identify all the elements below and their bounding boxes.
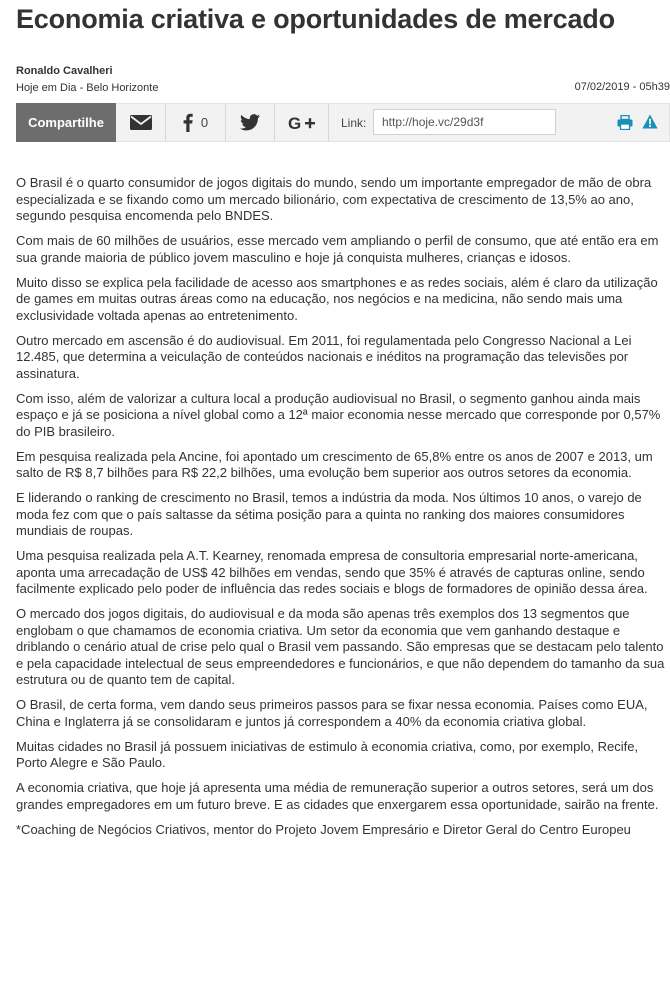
article-paragraph: E liderando o ranking de crescimento no Brasil, temos a indústria da moda. Nos últimos 10 anos, o varejo de moda fez com que o país saltasse da sétima posição para a quinta no ranking dos maiores consumidores mundiais de roupas. [16,490,642,538]
alert-icon[interactable] [642,114,658,129]
print-icon[interactable] [617,115,633,130]
article-paragraph: Em pesquisa realizada pela Ancine, foi apontado um crescimento de 65,8% entre os anos de 2007 e 2013, um salto de R$ 8,7 bilhões para R$ 22,2 bilhões, uma evolução bem superior aos outros setores da economia. [16,448,653,480]
short-link-input[interactable] [373,109,556,135]
article-paragraph: O Brasil, de certa forma, vem dando seus primeiros passos para se fixar nessa economia. Países como EUA, China e Inglaterra já se consolidaram e juntos já correspondem a 40% da economia criativa global. [16,697,648,729]
article-source: Hoje em Dia - Belo Horizonte [16,82,159,94]
article-paragraph: Uma pesquisa realizada pela A.T. Kearney, renomada empresa de consultoria empresarial norte-americana, aponta uma arrecadação de US$ 42 bilhões em vendas, sendo que 35% é através de capturas online, sendo facilmente explicado pelo poder de influência das redes sociais e blogs de formadores de opinião dessa área. [16,548,648,596]
article-paragraph: Muito disso se explica pela facilidade de acesso aos smartphones e as redes sociais, além é claro da utilização de games em muitas outras áreas como na educação, nos negócios e na medicina, não sendo mais uma exclusividade voltada apenas ao entretenimento. [16,274,658,323]
article-footnote: *Coaching de Negócios Criativos, mentor do Projeto Jovem Empresário e Diretor Geral do Centro Europeu [16,821,631,837]
envelope-icon [130,114,152,131]
article-title: Economia criativa e oportunidades de mercado [16,4,615,34]
twitter-share-button[interactable] [226,104,275,141]
article-date: 07/02/2019 - 05h39 [574,81,670,93]
article-paragraph: Outro mercado em ascensão é do audiovisual. Em 2011, foi regulamentada pelo Congresso Nacional a Lei 12.485, que determina a veiculação de conteúdos nacionais e inéditos na programação das televisões por assinatura. [16,332,632,381]
twitter-icon [240,114,260,131]
link-label: Link: [341,116,367,130]
google-plus-share-button[interactable] [275,104,329,141]
article-body [16,175,670,847]
article-author[interactable]: Ronaldo Cavalheri [16,65,113,77]
email-share-button[interactable] [116,104,166,141]
article-paragraph: Com mais de 60 milhões de usuários, esse mercado vem ampliando o perfil de consumo, que até então era em sua grande maioria de público jovem masculino e hoje já conquista mulheres, crianças e idosos. [16,233,659,265]
article-paragraph: Muitas cidades no Brasil já possuem iniciativas de estimulo à economia criativa, como, por exemplo, Recife, Porto Alegre e São Paulo. [16,738,639,770]
svg-text:G: G [287,114,301,131]
article-paragraph: A economia criativa, que hoje já apresenta uma média de remuneração superior a outros setores, será um dos grandes empregadores em um futuro breve. E as cidades que enxergarem essa oportunidade, sairão na frente. [16,780,659,812]
article-paragraph: Com isso, além de valorizar a cultura local a produção audiovisual no Brasil, o segmento ganhou ainda mais espaço e já se posiciona a nível global como a 12ª maior economia nesse mercado que corresponde por 0,57% do PIB brasileiro. [16,390,661,439]
share-button[interactable]: Compartilhe [16,103,116,142]
article-paragraph: O mercado dos jogos digitais, do audiovisual e da moda são apenas três exemplos dos 13 segmentos que englobam o que chamamos de economia criativa. Um setor da economia que vem ganhando destaque e driblando o cenário atual de crise pelo qual o Brasil vem passando. São empresas que se destacam pelo talento e pela capacidade intelectual de seus empreendedores e funcionários, e que não dependem do tamanho da sua estrutura ou de quanto tem de capital. [16,606,665,687]
share-bar [16,103,670,142]
facebook-share-button[interactable] [166,104,226,141]
facebook-share-count: 0 [200,115,209,130]
article-paragraph: O Brasil é o quarto consumidor de jogos digitais do mundo, sendo um importante empregador de mão de obra especializada e se fixando como um mercado bilionário, com expectativa de crescimento de 13,5% ao ano, segundo pesquisa encomenda pelo BNDES. [16,175,652,223]
google-plus-icon [288,115,316,131]
facebook-icon [183,113,193,132]
